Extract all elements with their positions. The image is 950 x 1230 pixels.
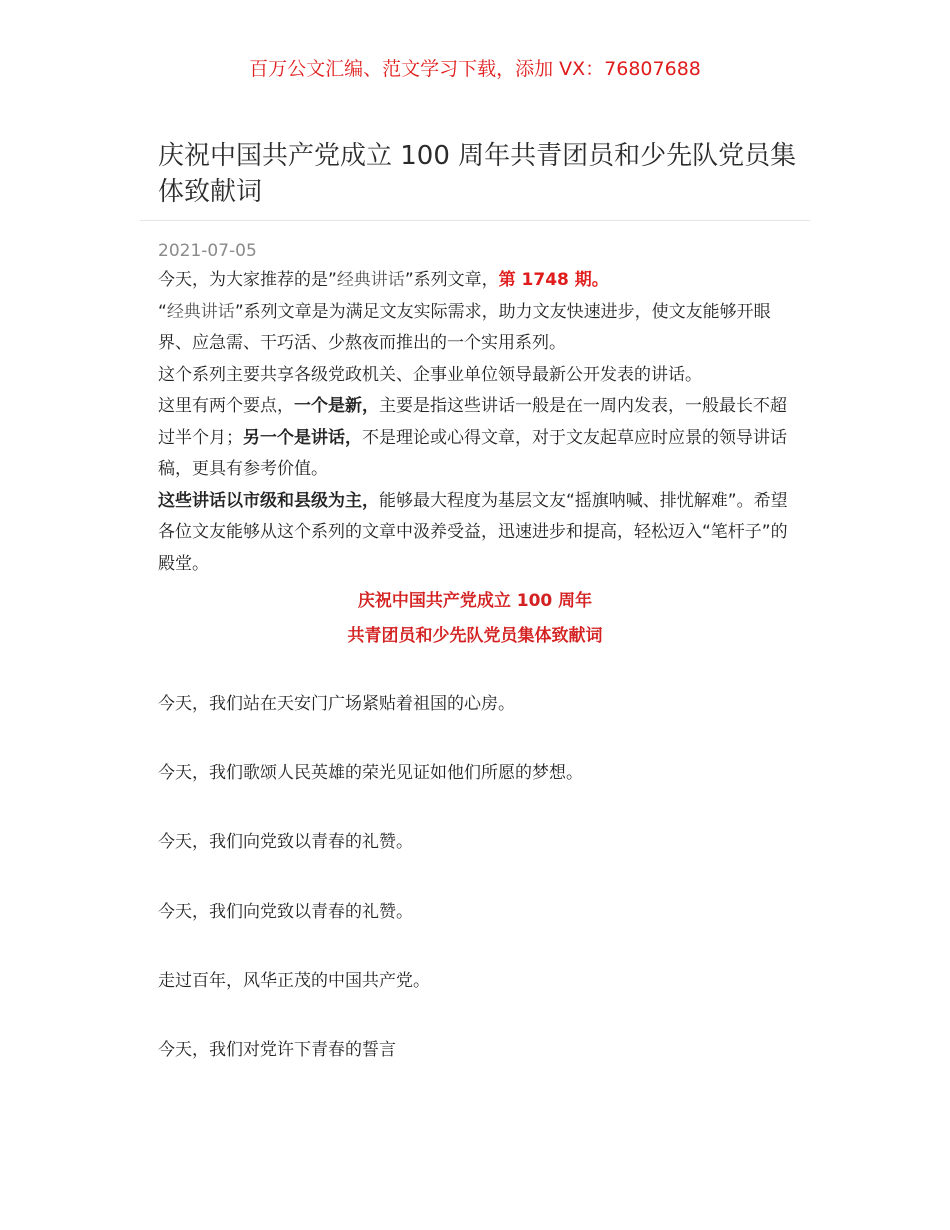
poem-line: 今天，我们向党致以青春的礼赞。 bbox=[158, 902, 413, 922]
intro-paragraph-3: 这个系列主要共享各级党政机关、企事业单位领导最新公开发表的讲话。 bbox=[158, 364, 702, 385]
series-name: 经典讲话 bbox=[336, 270, 405, 290]
intro-text: 这里有两个要点， bbox=[158, 396, 294, 416]
intro-text: ”系列文章， bbox=[404, 270, 499, 290]
poem-line: 今天，我们对党许下青春的誓言 bbox=[158, 1040, 396, 1060]
key-point-new: 一个是新， bbox=[294, 396, 379, 416]
intro-paragraph-4 bbox=[158, 391, 794, 486]
intro-text: 不是理论或心得文章，对于文友起草应时应景的领导讲话稿，更具有参考价值。 bbox=[158, 427, 787, 479]
title-divider bbox=[140, 220, 810, 221]
promo-banner: 百万公文汇编、范文学习下载，添加 VX：76807688 bbox=[249, 58, 701, 80]
publish-date: 2021-07-05 bbox=[158, 241, 257, 261]
issue-number: 第 1748 期。 bbox=[498, 270, 609, 290]
intro-paragraph-5 bbox=[158, 486, 794, 581]
intro-section bbox=[158, 265, 794, 580]
poem-line: 今天，我们歌颂人民英雄的荣光见证如他们所愿的梦想。 bbox=[158, 763, 583, 783]
speech-heading-line-2: 共青团员和少先队党员集体致献词 bbox=[347, 626, 603, 646]
intro-paragraph-2 bbox=[158, 297, 794, 360]
poem-line: 走过百年，风华正茂的中国共产党。 bbox=[158, 971, 430, 991]
article-title: 庆祝中国共产党成立 100 周年共青团员和少先队党员集体致献词 bbox=[158, 141, 797, 207]
intro-text: “ bbox=[158, 301, 167, 322]
speech-heading-line-1: 庆祝中国共产党成立 100 周年 bbox=[357, 591, 593, 611]
intro-text: 主要是指这些讲话一般是在一周内发表，一般最长不超过半个月； bbox=[158, 396, 787, 448]
intro-text: 今天，为大家推荐的是” bbox=[158, 270, 337, 290]
poem-line: 今天，我们向党致以青春的礼赞。 bbox=[158, 832, 413, 852]
key-point-speech: 另一个是讲话， bbox=[243, 427, 362, 448]
key-point-level: 这些讲话以市级和县级为主， bbox=[158, 490, 379, 511]
series-name: 经典讲话 bbox=[166, 301, 235, 322]
poem-line: 今天，我们站在天安门广场紧贴着祖国的心房。 bbox=[158, 694, 515, 714]
intro-text: 能够最大程度为基层文友“摇旗呐喊、排忧解难”。希望各位文友能够从这个系列的文章中汲养受益，迅速进步和提高，轻松迈入“笔杆子”的殿堂。 bbox=[158, 490, 788, 574]
intro-text: ”系列文章是为满足文友实际需求，助力文友快速进步，使文友能够开眼界、应急需、干巧活、少熬夜而推出的一个实用系列。 bbox=[158, 301, 771, 353]
intro-paragraph-1 bbox=[158, 265, 794, 297]
